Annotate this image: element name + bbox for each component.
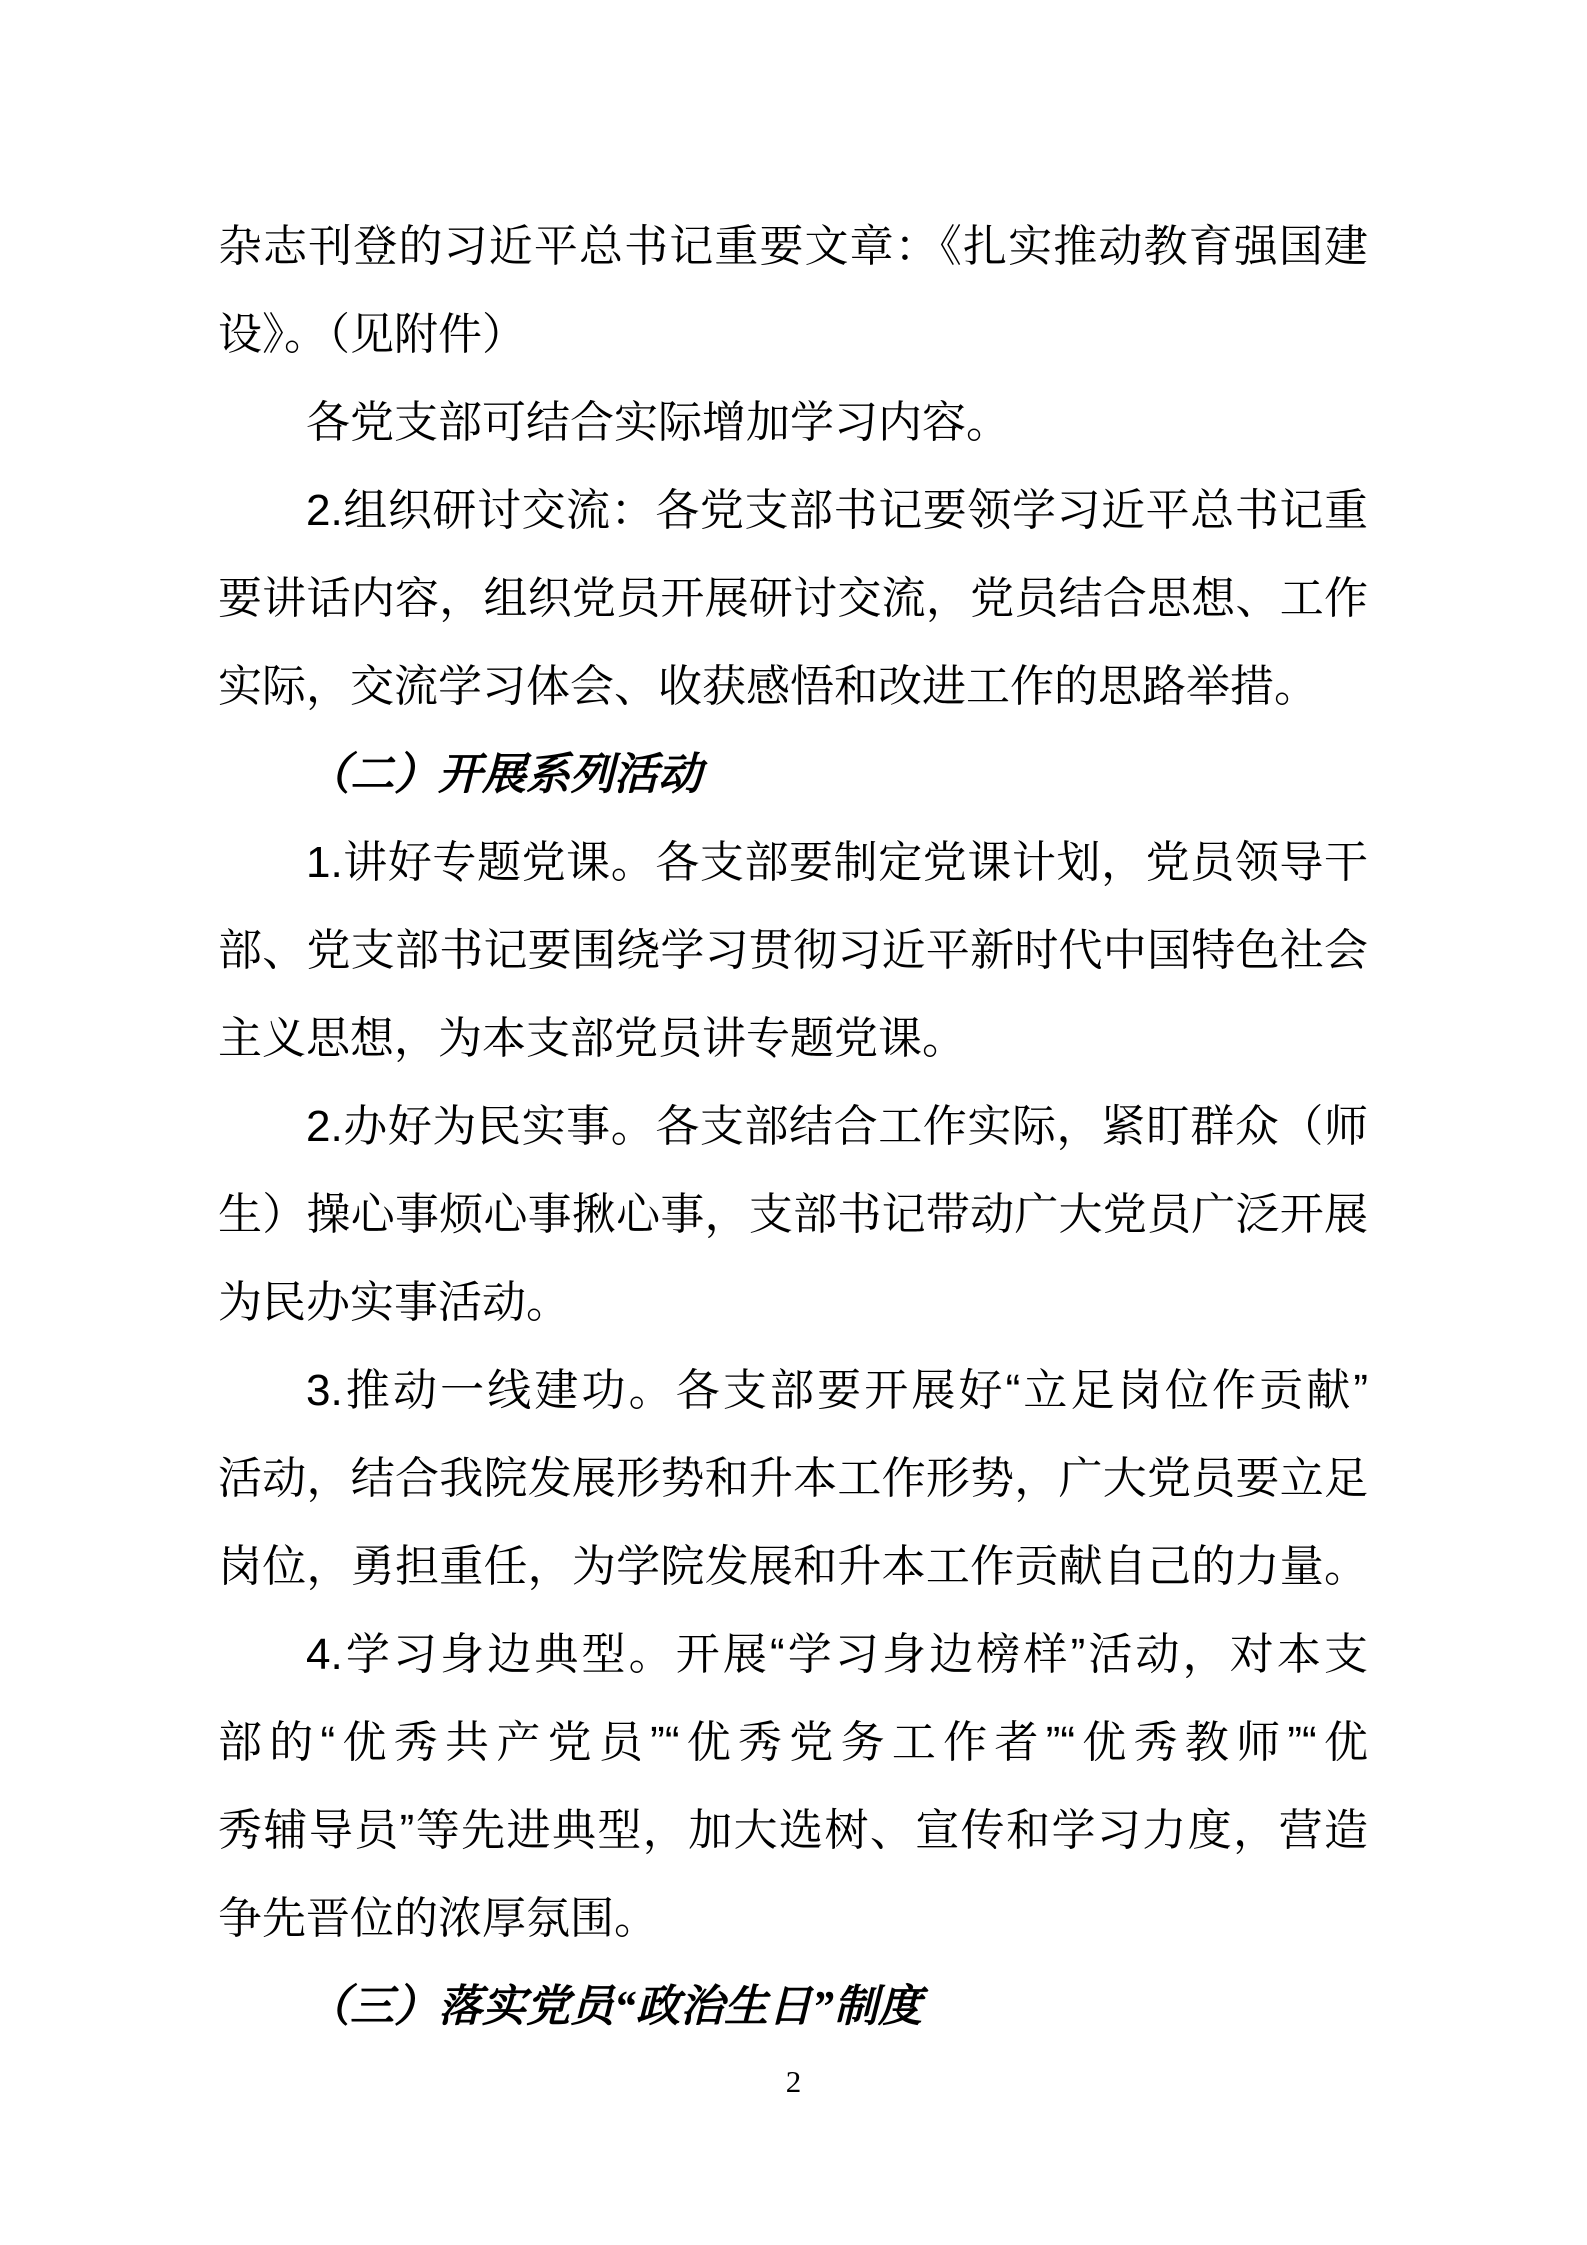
section-heading: （二）开展系列活动 bbox=[306, 750, 702, 799]
text-line: 主义思想，为本支部党员讲专题党课。 bbox=[218, 1014, 966, 1063]
text-line: 杂志刊登的习近平总书记重要文章：《扎实推动教育强国建 bbox=[218, 222, 1368, 271]
text-line: 要讲话内容，组织党员开展研讨交流，党员结合思想、工作 bbox=[218, 574, 1368, 623]
text-line: 部的“优秀共产党员”“优秀党务工作者”“优秀教师”“优 bbox=[218, 1718, 1368, 1767]
text-line: 实际，交流学习体会、收获感悟和改进工作的思路举措。 bbox=[218, 662, 1318, 711]
text-line: 4.学习身边典型。开展“学习身边榜样”活动，对本支 bbox=[306, 1630, 1368, 1679]
text-line: 岗位，勇担重任，为学院发展和升本工作贡献自己的力量。 bbox=[218, 1542, 1368, 1591]
text-line: 秀辅导员”等先进典型，加大选树、宣传和学习力度，营造 bbox=[218, 1806, 1368, 1855]
text-line: 部、党支部书记要围绕学习贯彻习近平新时代中国特色社会 bbox=[218, 926, 1368, 975]
text-line: 1.讲好专题党课。各支部要制定党课计划，党员领导干 bbox=[306, 838, 1368, 887]
text-line: 2.组织研讨交流：各党支部书记要领学习近平总书记重 bbox=[306, 486, 1368, 535]
text-line: 3.推动一线建功。各支部要开展好“立足岗位作贡献” bbox=[306, 1366, 1368, 1415]
text-block bbox=[218, 203, 1368, 2051]
text-line: 各党支部可结合实际增加学习内容。 bbox=[306, 398, 1010, 447]
text-line: 2.办好为民实事。各支部结合工作实际，紧盯群众（师 bbox=[306, 1102, 1368, 1151]
text-line: 活动，结合我院发展形势和升本工作形势，广大党员要立足 bbox=[218, 1454, 1368, 1503]
text-line: 为民办实事活动。 bbox=[218, 1278, 570, 1327]
page-number: 2 bbox=[785, 2064, 802, 2099]
text-line: 生）操心事烦心事揪心事，支部书记带动广大党员广泛开展 bbox=[218, 1190, 1368, 1239]
section-heading: （三）落实党员“政治生日”制度 bbox=[306, 1982, 922, 2031]
text-line: 争先晋位的浓厚氛围。 bbox=[218, 1894, 658, 1943]
text-line: 设》。（见附件） bbox=[218, 310, 526, 359]
